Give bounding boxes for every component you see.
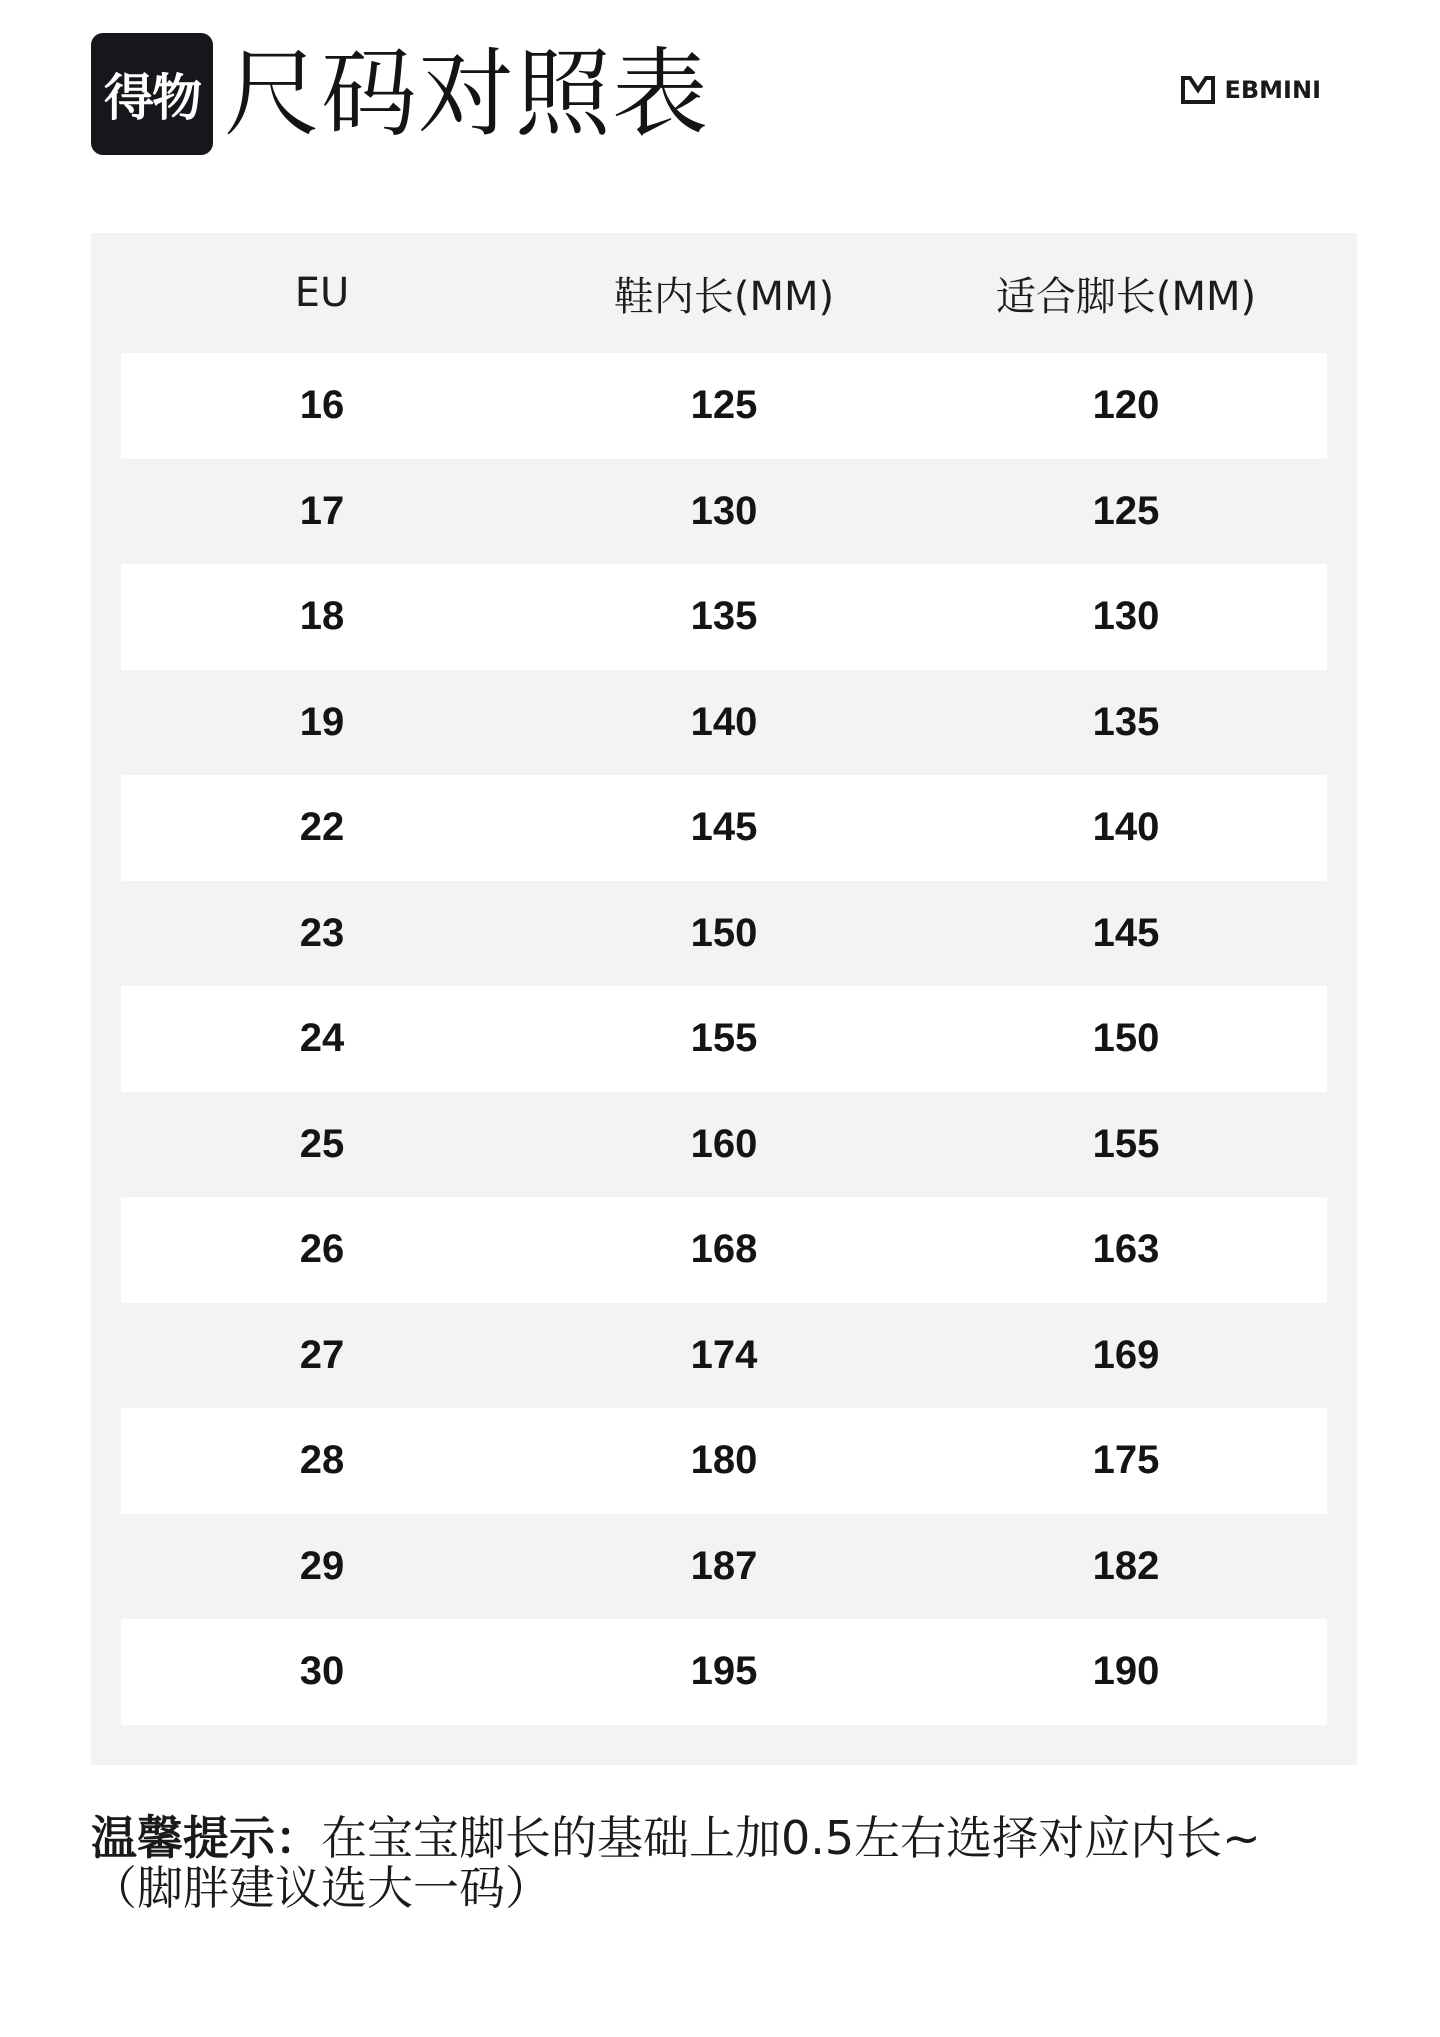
eu-size-cell: 26 [299, 1227, 345, 1272]
column-header-inner-length: 鞋内长(MM) [613, 273, 835, 320]
eu-size-cell: 25 [299, 1121, 345, 1166]
foot-length-cell: 175 [1092, 1438, 1160, 1483]
foot-length-cell: 145 [1092, 910, 1160, 955]
table-row [121, 1514, 1327, 1620]
table-row [121, 1092, 1327, 1198]
eu-size-cell: 28 [299, 1438, 345, 1483]
eu-size-cell: 23 [299, 910, 345, 955]
inner-length-cell: 187 [690, 1543, 758, 1588]
table-row [121, 1619, 1327, 1725]
inner-length-cell: 135 [690, 594, 758, 639]
page-header [91, 33, 1321, 155]
table-header [121, 233, 1327, 353]
eu-size-cell: 24 [299, 1016, 345, 1061]
table-row [121, 775, 1327, 881]
eu-size-cell: 16 [299, 383, 345, 428]
table-row [121, 1197, 1327, 1303]
inner-length-cell: 145 [690, 805, 758, 850]
eu-size-cell: 30 [299, 1649, 345, 1694]
inner-length-cell: 168 [690, 1227, 758, 1272]
foot-length-cell: 155 [1092, 1121, 1160, 1166]
table-row [121, 459, 1327, 565]
table-row [121, 1408, 1327, 1514]
eu-size-cell: 22 [299, 805, 345, 850]
size-chart-table [91, 233, 1357, 1765]
table-body [121, 353, 1327, 1725]
foot-length-cell: 140 [1092, 805, 1160, 850]
eu-size-cell: 18 [299, 594, 345, 639]
column-header-eu: EU [294, 270, 350, 316]
table-row [121, 881, 1327, 987]
eu-size-cell: 17 [299, 488, 345, 533]
inner-length-cell: 155 [690, 1016, 758, 1061]
foot-length-cell: 130 [1092, 594, 1160, 639]
page-title: 尺码对照表 [224, 38, 709, 150]
tip-line-1 [91, 1813, 1357, 1863]
table-row [121, 1303, 1327, 1409]
foot-length-cell: 120 [1092, 383, 1160, 428]
brand-logo [1180, 75, 1321, 105]
brand-mark-icon [1180, 75, 1216, 105]
table-row [121, 564, 1327, 670]
table-row [121, 986, 1327, 1092]
brand-name: EBMINI [1224, 76, 1321, 104]
inner-length-cell: 125 [690, 383, 758, 428]
table-row [121, 670, 1327, 776]
eu-size-cell: 27 [299, 1332, 345, 1377]
inner-length-cell: 180 [690, 1438, 758, 1483]
foot-length-cell: 163 [1092, 1227, 1160, 1272]
inner-length-cell: 130 [690, 488, 758, 533]
tip-text: 在宝宝脚长的基础上加0.5左右选择对应内长~ [321, 1811, 1261, 1865]
foot-length-cell: 150 [1092, 1016, 1160, 1061]
foot-length-cell: 169 [1092, 1332, 1160, 1377]
inner-length-cell: 174 [690, 1332, 758, 1377]
foot-length-cell: 190 [1092, 1649, 1160, 1694]
foot-length-cell: 135 [1092, 699, 1160, 744]
foot-length-cell: 125 [1092, 488, 1160, 533]
size-tip [91, 1813, 1357, 1913]
tip-label: 温馨提示： [91, 1811, 321, 1865]
eu-size-cell: 29 [299, 1543, 345, 1588]
column-header-foot-length: 适合脚长(MM) [995, 273, 1257, 320]
eu-size-cell: 19 [299, 699, 345, 744]
table-row [121, 353, 1327, 459]
inner-length-cell: 195 [690, 1649, 758, 1694]
tip-line-2: （脚胖建议选大一码） [91, 1861, 551, 1915]
inner-length-cell: 150 [690, 910, 758, 955]
logo-text: 得物 [104, 69, 200, 127]
inner-length-cell: 140 [690, 699, 758, 744]
foot-length-cell: 182 [1092, 1543, 1160, 1588]
dewu-logo [91, 33, 213, 155]
inner-length-cell: 160 [690, 1121, 758, 1166]
